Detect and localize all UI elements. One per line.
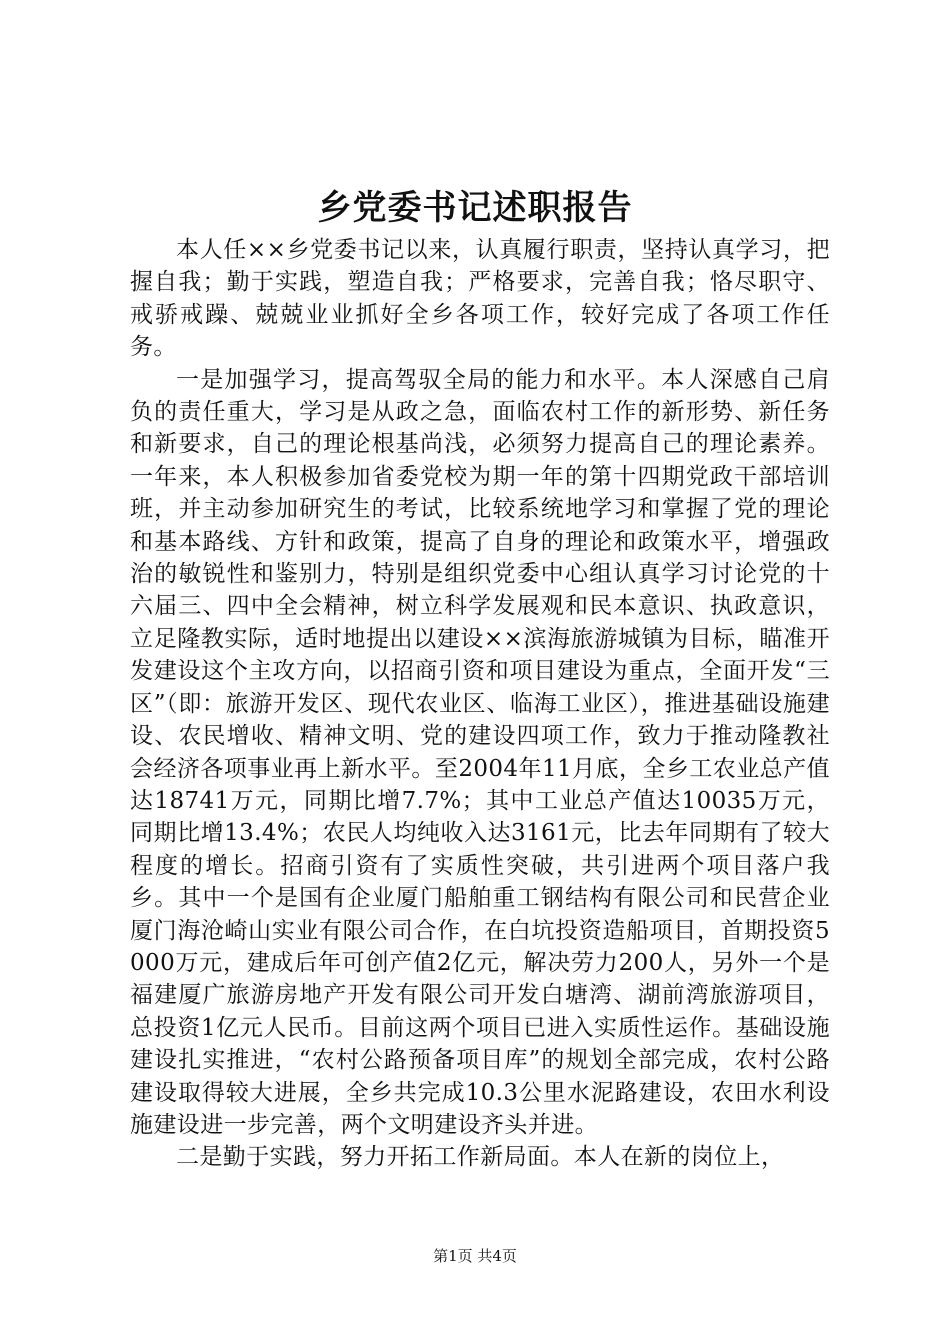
page-footer: 第1页 共4页 [433,1247,517,1265]
document-title: 乡党委书记述职报告 [317,188,633,228]
paragraph-study: 一是加强学习，提高驾驭全局的能力和水平。本人深感自己肩负的责任重大，学习是从政之急，面临农村工作的新形势、新任务和新要求，自己的理论根基尚浅，必须努力提高自己的理论素养。一年来，本人积极参加省委党校为期一年的第十四期党政干部培训班，并主动参加研究生的考试，比较系统地学习和掌握了党的理论和基本路线、方针和政策，提高了自身的理论和政策水平，增强政治的敏锐性和鉴别力，特别是组织党委中心组认真学习讨论党的十六届三、四中全会精神，树立科学发展观和民本意识、执政意识，立足隆教实际，适时地提出以建设××滨海旅游城镇为目标，瞄准开发建设这个主攻方向，以招商引资和项目建设为重点，全面开发“三区”（即：旅游开发区、现代农业区、临海工业区），推进基础设施建设、农民增收、精神文明、党的建设四项工作，致力于推动隆教社会经济各项事业再上新水平。至2004年11月底，全乡工农业总产值达18741万元，同期比增7.7%；其中工业总产值达10035万元，同期比增13.4%；农民人均纯收入达3161元，比去年同期有了较大程度的增长。招商引资有了实质性突破，共引进两个项目落户我乡。其中一个是国有企业厦门船舶重工钢结构有限公司和民营企业厦门海沧崎山实业有限公司合作，在白坑投资造船项目，首期投资5000万元，建成后年可创产值2亿元，解决劳力200人，另外一个是福建厦广旅游房地产开发有限公司开发白塘湾、湖前湾旅游项目，总投资1亿元人民币。目前这两个项目已进入实质性运作。基础设施建设扎实推进，“农村公路预备项目库”的规划全部完成，农村公路建设取得较大进展，全乡共完成10.3公里水泥路建设，农田水利设施建设进一步完善，两个文明建设齐头并进。 [130,366,830,1138]
paragraph-practice: 二是勤于实践，努力开拓工作新局面。本人在新的岗位上， [176,1144,785,1171]
paragraph-intro: 本人任××乡党委书记以来，认真履行职责，坚持认真学习，把握自我；勤于实践，塑造自我；严格要求，完善自我；恪尽职守、戒骄戒躁、兢兢业业抓好全乡各项工作，较好完成了各项工作任务。 [130,237,830,361]
document-body [130,234,830,1174]
